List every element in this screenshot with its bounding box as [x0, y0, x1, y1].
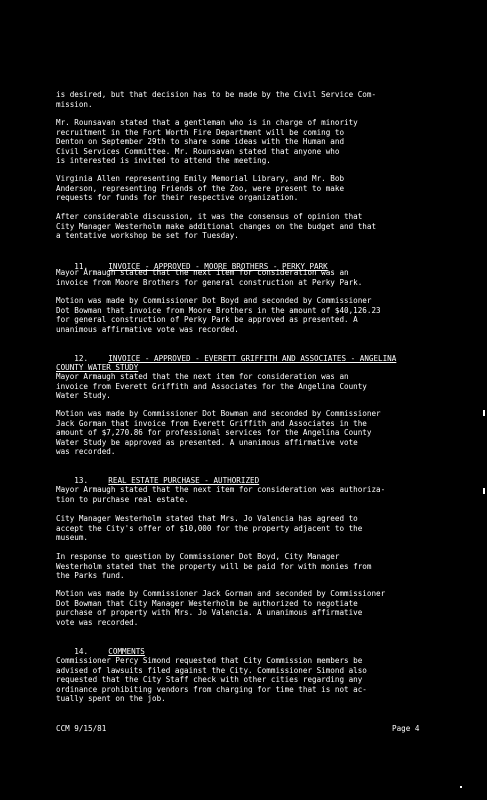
paragraph-library-zoo-requests: Virginia Allen representing Emily Memorial Library, and Mr. Bob Anderson, representing Friends of the Zoo, were present to make requests for funds for their respective organization. — [56, 174, 345, 203]
paragraph-simond-comments: Commissioner Percy Simond requested that City Commission members be advised of lawsuits filed against the City. Commissioner Simond also requested that the City Staff check with other cities regarding any ordinance prohibiting vendors from charging for time that is not ac- tually spent on the job. — [56, 656, 367, 704]
paragraph-purchase-motion: Motion was made by Commissioner Jack Gorman and seconded by Commissioner Dot Bowman that City Manager Westerholm be authorized to negotiate purchase of property with Mrs. Jo Valencia. A unanimous affirmative vote was recorded. — [56, 589, 386, 627]
section-title: INVOICE - APPROVED - EVERETT GRIFFITH AND ASSOCIATES - ANGELINA COUNTY WATER STUDY — [56, 353, 397, 373]
section-number: 14. — [74, 646, 89, 656]
section-number: 12. — [74, 353, 89, 363]
scan-speck — [460, 786, 462, 788]
paragraph-griffith-motion: Motion was made by Commissioner Dot Bowman and seconded by Commissioner Jack Gorman that invoice from Everett Griffith and Associates in the amount of $7,270.86 for professional services for the Angelina County Water Study be approved as presented. A unanimous affirmative vote was recorded. — [56, 409, 381, 457]
paragraph-budget-consensus: After considerable discussion, it was the consensus of opinion that City Manager Westerholm make additional changes on the budget and that a tentative workshop be set for Tuesday. — [56, 212, 377, 241]
footer-page-number: Page 4 — [392, 724, 420, 733]
paragraph-moore-invoice: Mayor Armaugh stated that the next item for consideration was an invoice from Moore Brothers for general construction at Perky Park. — [56, 268, 363, 287]
paragraph-civil-service: is desired, but that decision has to be made by the Civil Service Com- mission. — [56, 90, 377, 109]
section-title: INVOICE - APPROVED - MOORE BROTHERS - PERKY PARK — [108, 261, 328, 271]
paragraph-moore-motion: Motion was made by Commissioner Dot Boyd and seconded by Commissioner Dot Bowman that invoice from Moore Brothers in the amount of $40,126.23 for general construction of Perky Park be approved as presented. A unanimous affirmative vote was recorded. — [56, 296, 381, 334]
section-number: 11. — [74, 261, 89, 271]
paragraph-parks-fund: In response to question by Commissioner Dot Boyd, City Manager Westerholm stated that the property will be paid for with monies from the Parks fund. — [56, 552, 372, 581]
section-title: COMMENTS — [108, 646, 145, 656]
paragraph-real-estate-item: Mayor Armaugh stated that the next item for consideration was authoriza- tion to purchase real estate. — [56, 485, 386, 504]
scan-edge-mark — [483, 488, 485, 494]
paragraph-griffith-invoice: Mayor Armaugh stated that the next item for consideration was an invoice from Everett Griffith and Associates for the Angelina County Water Study. — [56, 372, 367, 401]
section-number: 13. — [74, 475, 89, 485]
paragraph-valencia-offer: City Manager Westerholm stated that Mrs. Jo Valencia has agreed to accept the City's offer of $10,000 for the property adjacent to the museum. — [56, 514, 363, 543]
footer-date: CCM 9/15/81 — [56, 724, 107, 733]
scan-edge-mark — [483, 410, 485, 416]
section-title: REAL ESTATE PURCHASE - AUTHORIZED — [108, 475, 260, 485]
paragraph-minority-recruitment: Mr. Rounsavan stated that a gentleman who is in charge of minority recruitment in the Fort Worth Fire Department will be coming to Denton on September 29th to share some ideas with the Human and Civil Services Committee. Mr. Rounsavan stated that anyone who is interested is invited to attend the meeting. — [56, 118, 358, 166]
